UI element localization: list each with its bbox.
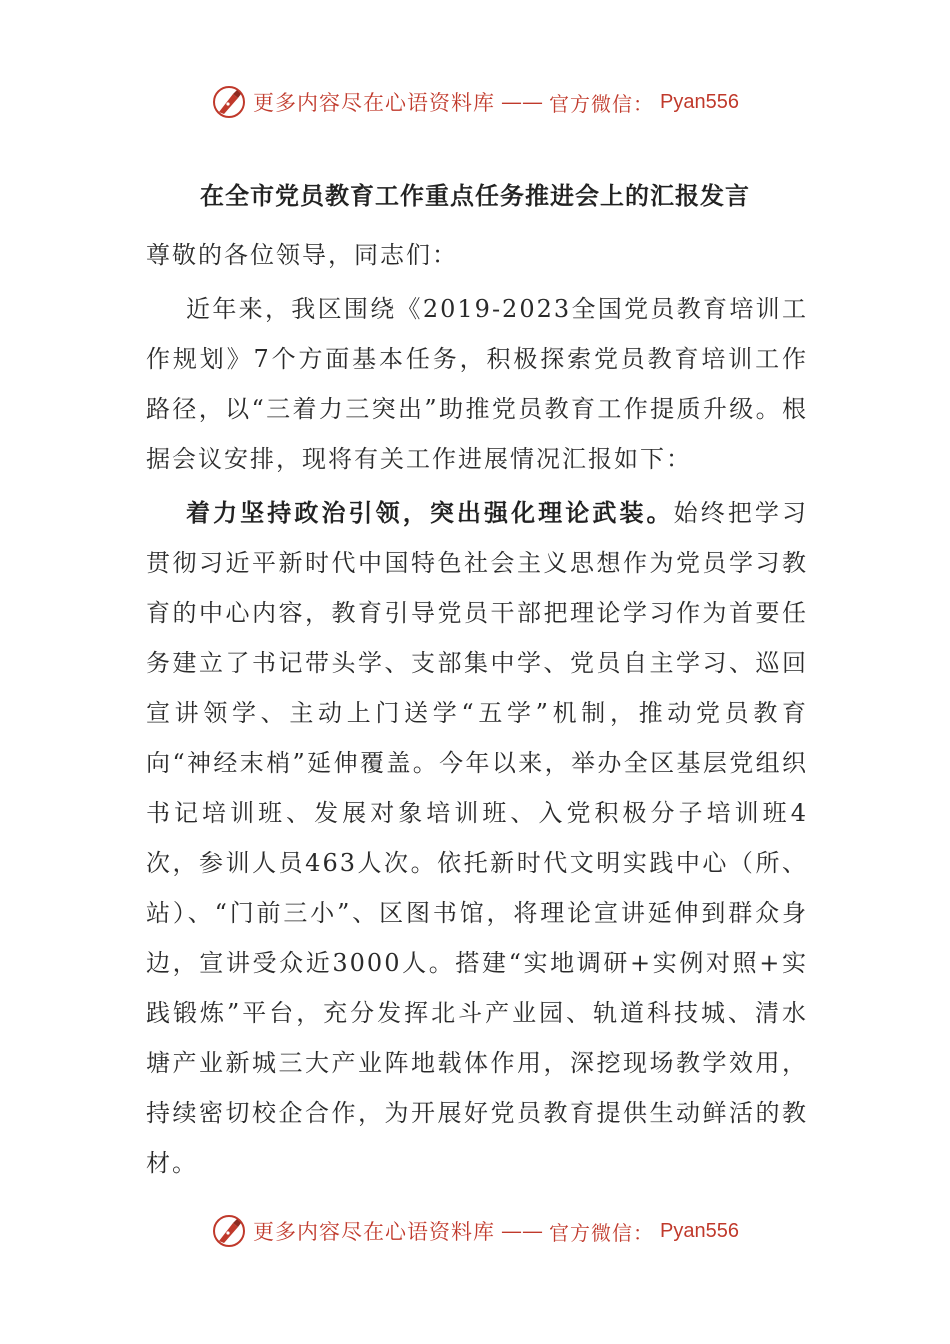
- section-1-heading: 着力坚持政治引领，突出强化理论武装。: [186, 498, 674, 527]
- watermark-wechat-label: 官方微信：: [549, 1220, 655, 1245]
- footer-watermark-banner: [0, 1211, 950, 1251]
- intro-paragraph: 近年来，我区围绕《2019-2023全国党员教育培训工作规划》7个方面基本任务，积极探索党员教育培训工作路径，以“三着力三突出”助推党员教育工作提质升级。根据会议安排，现将有关工作进展情况汇报如下：: [146, 295, 808, 473]
- watermark-wechat-id: Pyan556: [660, 1219, 739, 1242]
- watermark-wechat-label: 官方微信：: [549, 91, 655, 116]
- header-watermark-banner: [0, 82, 950, 122]
- pen-nib-icon: [211, 1213, 247, 1249]
- document-body: [146, 230, 808, 1188]
- section-1-body: 始终把学习贯彻习近平新时代中国特色社会主义思想作为党员学习教育的中心内容，教育引导党员干部把理论学习作为首要任务建立了书记带头学、支部集中学、党员自主学习、巡回宣讲领学、主动上门送学“五学”机制，推动党员教育向“神经末梢”延伸覆盖。今年以来，举办全区基层党组织书记培训班、发展对象培训班、入党积极分子培训班4次，参训人员463人次。依托新时代文明实践中心（所、站）、“门前三小”、区图书馆，将理论宣讲延伸到群众身边，宣讲受众近3000人。搭建“实地调研+实例对照+实践锻炼”平台，充分发挥北斗产业园、轨道科技城、清水塘产业新城三大产业阵地载体作用，深挖现场教学效用，持续密切校企合作，为开展好党员教育提供生动鲜活的教材。: [146, 499, 809, 1177]
- watermark-brand-text: 更多内容尽在心语资料库: [253, 1220, 496, 1244]
- section-1-paragraph: [146, 488, 808, 1188]
- salutation: 尊敬的各位领导，同志们：: [146, 241, 458, 269]
- watermark-separator: ——: [501, 1219, 544, 1243]
- document-title: 在全市党员教育工作重点任务推进会上的汇报发言: [200, 181, 750, 210]
- watermark-brand-text: 更多内容尽在心语资料库: [253, 91, 496, 115]
- watermark-separator: ——: [501, 90, 544, 114]
- pen-nib-icon: [211, 84, 247, 120]
- watermark-wechat-id: Pyan556: [660, 90, 739, 113]
